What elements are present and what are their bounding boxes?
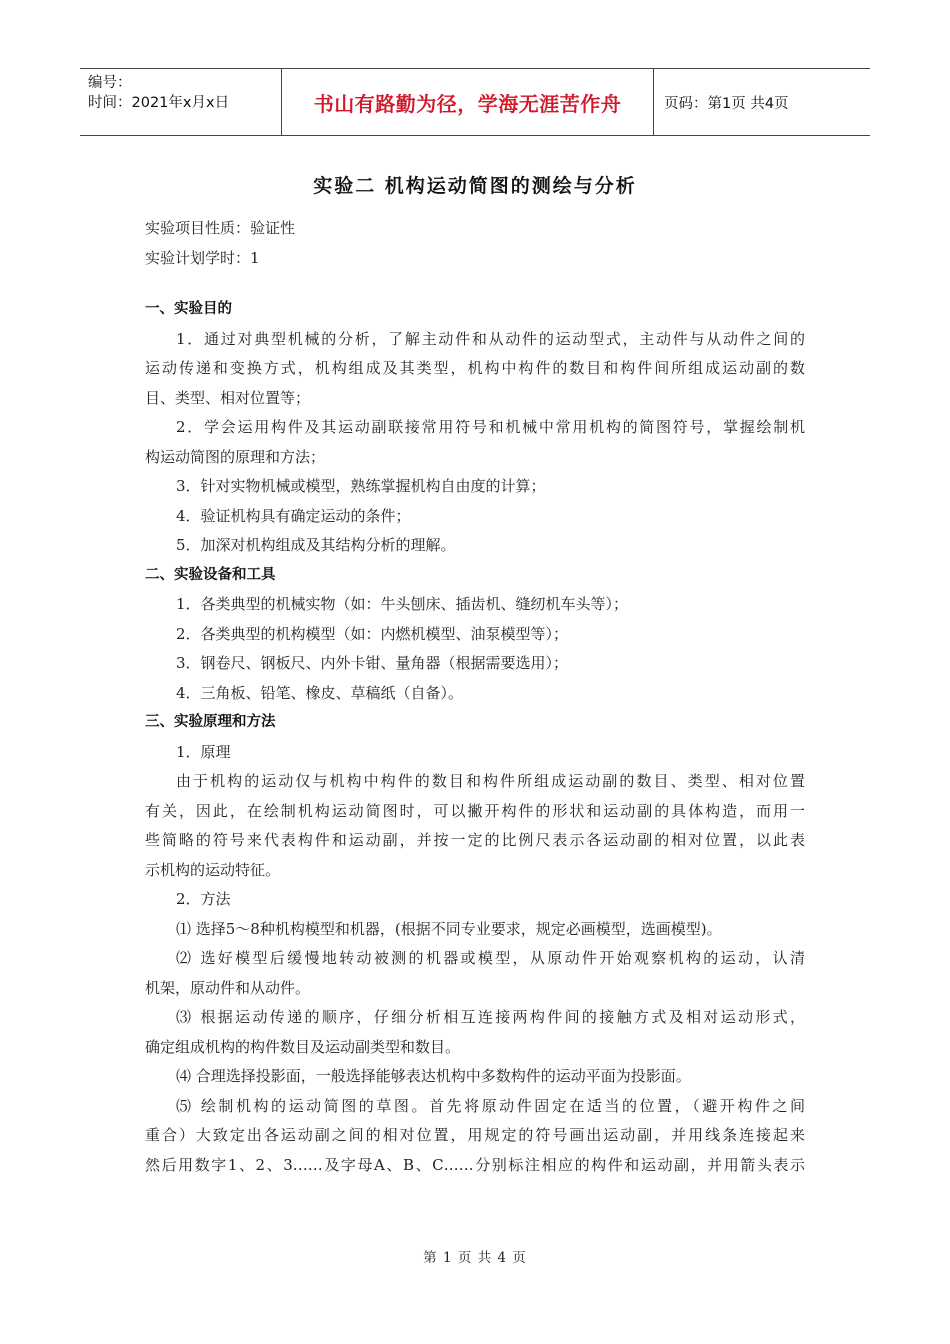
number-label: 编号： xyxy=(88,75,132,91)
paragraph-line: 然后用数字1、2、3……及字母A、B、C……分别标注相应的构件和运动副，并用箭头表示 xyxy=(145,1155,805,1174)
paragraph-line: 5．加深对机构组成及其结构分析的理解。 xyxy=(176,536,456,554)
paragraph-line: 确定组成机构的构件数目及运动副类型和数目。 xyxy=(145,1037,461,1056)
time-label: 时间：2021年x月x日 xyxy=(88,95,230,111)
list-item: 3．钢卷尺、钢板尺、内外卡钳、量角器（根据需要选用）； xyxy=(176,654,569,672)
document-body xyxy=(145,214,805,1180)
paragraph-line: 目、类型、相对位置等； xyxy=(145,388,311,407)
paragraph-line: 构运动简图的原理和方法； xyxy=(145,447,326,466)
list-item: 2．各类典型的机构模型（如：内燃机模型、油泵模型等）； xyxy=(176,624,569,643)
paragraph-line: ⑵ 选好模型后缓慢地转动被测的机器或模型，从原动件开始观察机构的运动，认清 xyxy=(176,949,805,967)
list-item: 4．三角板、铅笔、橡皮、草稿纸（自备）。 xyxy=(176,683,464,702)
header-table xyxy=(80,68,870,136)
paragraph-line: 由于机构的运动仅与机构中构件的数目和构件所组成运动副的数目、类型、相对位置 xyxy=(176,772,805,790)
section-heading-principle: 三、实验原理和方法 xyxy=(145,714,276,730)
subheading-principle: 1．原理 xyxy=(176,742,231,761)
meta-nature: 实验项目性质：验证性 xyxy=(145,219,296,237)
paragraph-line: 有关，因此，在绘制机构运动简图时，可以撇开构件的形状和运动副的具体构造，而用一 xyxy=(145,801,805,820)
paragraph-line: 2．学会运用构件及其运动副联接常用符号和机械中常用机构的简图符号，掌握绘制机 xyxy=(176,418,805,436)
list-item: 1．各类典型的机械实物（如：牛头刨床、插齿机、缝纫机车头等）； xyxy=(176,595,629,613)
subheading-method: 2．方法 xyxy=(176,890,231,908)
document-title: 实验二 机构运动简图的测绘与分析 xyxy=(313,175,637,197)
header-motto: 书山有路勤为径，学海无涯苦作舟 xyxy=(282,69,654,135)
paragraph-line: ⑸ 绘制机构的运动简图的草图。首先将原动件固定在适当的位置，（避开构件之间 xyxy=(176,1096,805,1115)
page-footer: 第 1 页 共 4 页 xyxy=(423,1250,527,1266)
paragraph-line: 重合）大致定出各运动副之间的相对位置，用规定的符号画出运动副，并用线条连接起来 xyxy=(145,1126,805,1144)
paragraph-line: ⑶ 根据运动传递的顺序，仔细分析相互连接两构件间的接触方式及相对运动形式， xyxy=(176,1008,805,1026)
section-heading-equipment: 二、实验设备和工具 xyxy=(145,566,276,583)
paragraph-line: ⑴ 选择5～8种机构模型和机器，(根据不同专业要求，规定必画模型，选画模型)。 xyxy=(176,919,722,938)
header-page-code: 页码：第1页 共4页 xyxy=(664,95,789,112)
paragraph-line: ⑷ 合理选择投影面，一般选择能够表达机构中多数构件的运动平面为投影面。 xyxy=(176,1067,691,1085)
paragraph-line: 机架，原动件和从动件。 xyxy=(145,978,311,997)
paragraph-line: 4．验证机构具有确定运动的条件； xyxy=(176,506,411,525)
meta-hours: 实验计划学时：1 xyxy=(145,248,260,267)
paragraph-line: 示机构的运动特征。 xyxy=(145,860,281,879)
paragraph-line: 1．通过对典型机械的分析，了解主动件和从动件的运动型式，主动件与从动件之间的 xyxy=(176,329,805,348)
paragraph-line: 3．针对实物机械或模型，熟练掌握机构自由度的计算； xyxy=(176,477,546,495)
header-info-cell xyxy=(80,69,282,135)
section-heading-purpose: 一、实验目的 xyxy=(145,301,232,317)
paragraph-line: 运动传递和变换方式，机构组成及其类型，机构中构件的数目和构件间所组成运动副的数 xyxy=(145,359,805,377)
paragraph-line: 些简略的符号来代表构件和运动副，并按一定的比例尺表示各运动副的相对位置，以此表 xyxy=(145,831,805,849)
